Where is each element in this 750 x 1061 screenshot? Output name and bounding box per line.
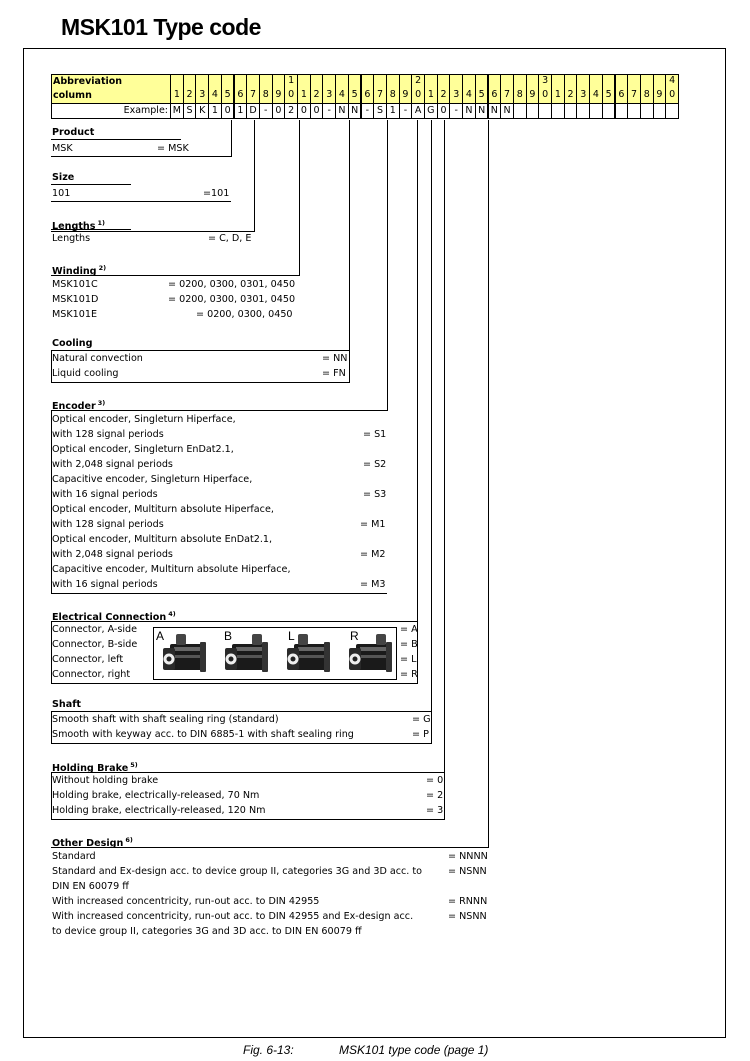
other-row-value: = NSNN <box>448 866 487 877</box>
grid-cell-ex: D <box>246 103 260 119</box>
lengths-row-label: Lengths <box>52 233 91 244</box>
grid-cell-tens <box>475 74 489 89</box>
abbr-line2: column <box>53 90 92 101</box>
divider <box>51 229 131 230</box>
grid-cell-units: 3 <box>195 88 209 104</box>
cooling-row-label: Natural convection <box>52 353 143 364</box>
grid-cell-tens <box>310 74 324 89</box>
grid-cell-units: 9 <box>272 88 286 104</box>
grid-cell-units: 6 <box>234 88 248 104</box>
grid-cell-units: 2 <box>437 88 451 104</box>
connector-plug-icon <box>252 634 262 645</box>
encoder-row-line2: with 2,048 signal periods <box>52 549 173 560</box>
grid-cell-units: 5 <box>475 88 489 104</box>
section-shaft-header: Shaft <box>52 699 81 710</box>
connector-line <box>51 156 231 157</box>
grid-cell-units: 0 <box>411 88 425 104</box>
motor-label-r: R <box>350 629 359 643</box>
grid-cell-tens <box>488 74 502 89</box>
electrical-row-value: = A <box>400 624 418 635</box>
grid-cell-ex <box>513 103 527 119</box>
connector-line <box>51 711 431 712</box>
electrical-row-label: Connector, B-side <box>52 639 138 650</box>
grid-cell-units: 1 <box>170 88 184 104</box>
shaft-row-value: = G <box>412 714 431 725</box>
brake-row-value: = 2 <box>426 790 444 801</box>
grid-cell-units: 2 <box>183 88 197 104</box>
grid-cell-tens <box>348 74 362 89</box>
other-row-value: = NSNN <box>448 911 487 922</box>
grid-cell-tens <box>449 74 463 89</box>
grid-cell-ex: 2 <box>284 103 298 119</box>
encoder-row-line1: Optical encoder, Singleturn EnDat2.1, <box>52 444 234 455</box>
grid-cell-ex: 0 <box>437 103 451 119</box>
encoder-row-line2: with 16 signal periods <box>52 579 158 590</box>
bracket-line <box>51 743 431 744</box>
grid-cell-ex: A <box>411 103 425 119</box>
grid-cell-units: 4 <box>335 88 349 104</box>
connector-line <box>51 275 299 276</box>
grid-cell-ex <box>602 103 616 119</box>
grid-cell-units: 3 <box>322 88 336 104</box>
bracket-line <box>51 711 52 743</box>
grid-cell-tens <box>234 74 248 89</box>
winding-header-text: Winding <box>52 266 97 277</box>
grid-cell-units: 2 <box>564 88 578 104</box>
grid-cell-ex <box>538 103 552 119</box>
encoder-row-line1: Capacitive encoder, Singleturn Hiperface, <box>52 474 253 485</box>
other-row-label: With increased concentricity, run-out acc. to DIN 42955 <box>52 896 320 907</box>
grid-cell-ex: N <box>462 103 476 119</box>
grid-cell-tens <box>373 74 387 89</box>
bracket-line <box>51 621 52 683</box>
winding-row-label: MSK101C <box>52 279 98 290</box>
winding-row-value: = 0200, 0300, 0301, 0450 <box>168 279 296 290</box>
grid-cell-units: 4 <box>462 88 476 104</box>
electrical-row-label: Connector, A-side <box>52 624 138 635</box>
connector-line <box>51 201 231 202</box>
other-row-label: Standard <box>52 851 96 862</box>
connector-orientation-figure <box>153 627 397 680</box>
grid-cell-units: 6 <box>615 88 629 104</box>
footnote-ref: 1) <box>97 219 105 227</box>
grid-cell-ex: - <box>322 103 336 119</box>
footnote-ref: 4) <box>168 610 176 618</box>
grid-cell-tens <box>513 74 527 89</box>
encoder-row-line2: with 128 signal periods <box>52 429 164 440</box>
grid-cell-tens: 3 <box>538 74 552 89</box>
grid-cell-units: 1 <box>424 88 438 104</box>
grid-cell-units: 4 <box>208 88 222 104</box>
grid-cell-tens <box>500 74 514 89</box>
product-row-label: MSK <box>52 143 73 154</box>
grid-cell-units: 5 <box>348 88 362 104</box>
connector-line <box>51 847 488 848</box>
lengths-header-text: Lengths <box>52 221 96 232</box>
grid-cell-units: 9 <box>653 88 667 104</box>
bracket-line <box>51 593 387 594</box>
leader-line-shaft <box>431 120 432 744</box>
encoder-row-line1: Optical encoder, Multiturn absolute EnDat2.1, <box>52 534 273 545</box>
grid-cell-ex <box>576 103 590 119</box>
grid-cell-ex: N <box>475 103 489 119</box>
other-header-text: Other Design <box>52 838 124 849</box>
shaft-row-value: = P <box>412 729 429 740</box>
grid-cell-units: 1 <box>297 88 311 104</box>
encoder-row-value: = S1 <box>363 429 387 440</box>
electrical-row-label: Connector, left <box>52 654 124 665</box>
grid-cell-ex <box>665 103 679 119</box>
grid-cell-ex: S <box>373 103 387 119</box>
leader-line-other <box>488 120 489 848</box>
brake-row-label: Holding brake, electrically-released, 120 Nm <box>52 805 266 816</box>
motor-a-side-image <box>163 642 206 672</box>
grid-cell-ex: 1 <box>234 103 248 119</box>
grid-cell-units: 4 <box>589 88 603 104</box>
section-cooling-header: Cooling <box>52 338 93 349</box>
grid-cell-ex <box>564 103 578 119</box>
cooling-row-value: = FN <box>322 368 346 379</box>
encoder-row-line1: Capacitive encoder, Multiturn absolute Hiperface, <box>52 564 291 575</box>
grid-cell-tens <box>576 74 590 89</box>
footnote-ref: 6) <box>125 836 133 844</box>
grid-cell-ex: 0 <box>221 103 235 119</box>
encoder-row-value: = M3 <box>360 579 386 590</box>
connector-line <box>51 621 417 622</box>
grid-cell-tens <box>589 74 603 89</box>
electrical-row-value: = B <box>400 639 418 650</box>
connector-plug-icon <box>298 634 308 645</box>
grid-cell-ex: 0 <box>310 103 324 119</box>
grid-cell-tens <box>361 74 375 89</box>
grid-cell-tens <box>322 74 336 89</box>
bracket-line <box>51 350 52 382</box>
grid-cell-tens <box>272 74 286 89</box>
encoder-row-line1: Optical encoder, Singleturn Hiperface, <box>52 414 236 425</box>
brake-row-value: = 3 <box>426 805 444 816</box>
grid-cell-ex: N <box>500 103 514 119</box>
grid-cell-ex: G <box>424 103 438 119</box>
encoder-row-line1: Optical encoder, Multiturn absolute Hiperface, <box>52 504 274 515</box>
grid-cell-units: 9 <box>526 88 540 104</box>
encoder-row-value: = S2 <box>363 459 387 470</box>
grid-cell-ex <box>589 103 603 119</box>
grid-cell-units: 8 <box>259 88 273 104</box>
grid-cell-tens <box>195 74 209 89</box>
winding-row-value: = 0200, 0300, 0450 <box>196 309 293 320</box>
grid-cell-ex: - <box>361 103 375 119</box>
leader-line-cooling <box>349 120 350 383</box>
grid-cell-tens <box>526 74 540 89</box>
electrical-header-text: Electrical Connection <box>52 612 167 623</box>
size-row-value: =101 <box>203 188 230 199</box>
shaft-row-label: Smooth with keyway acc. to DIN 6885-1 with shaft sealing ring <box>52 729 354 740</box>
grid-cell-tens: 4 <box>665 74 679 89</box>
grid-cell-ex <box>627 103 641 119</box>
motor-b-side-image <box>225 642 268 672</box>
brake-row-label: Without holding brake <box>52 775 159 786</box>
grid-cell-units: 1 <box>551 88 565 104</box>
grid-cell-tens <box>627 74 641 89</box>
encoder-header-text: Encoder <box>52 401 96 412</box>
footnote-ref: 3) <box>97 399 106 407</box>
winding-row-label: MSK101E <box>52 309 98 320</box>
grid-cell-ex: 1 <box>386 103 400 119</box>
other-row-value: = RNNN <box>448 896 488 907</box>
shaft-row-label: Smooth shaft with shaft sealing ring (standard) <box>52 714 279 725</box>
divider <box>51 184 131 185</box>
page-title: MSK101 Type code <box>61 14 261 40</box>
motor-right-image <box>349 642 392 672</box>
grid-cell-ex: M <box>170 103 184 119</box>
grid-cell-ex <box>526 103 540 119</box>
grid-cell-units: 7 <box>500 88 514 104</box>
grid-cell-ex: N <box>335 103 349 119</box>
example-label: Example: <box>51 103 172 119</box>
connector-line <box>51 772 444 773</box>
electrical-row-value: = R <box>400 669 418 680</box>
connector-line <box>51 350 349 351</box>
grid-cell-ex: N <box>488 103 502 119</box>
brake-header-text: Holding Brake <box>52 763 129 774</box>
brake-row-label: Holding brake, electrically-released, 70 Nm <box>52 790 260 801</box>
grid-cell-tens <box>424 74 438 89</box>
encoder-row-line2: with 2,048 signal periods <box>52 459 173 470</box>
grid-cell-tens <box>183 74 197 89</box>
other-row-label: DIN EN 60079 ff <box>52 881 129 892</box>
motor-illustrations <box>154 628 396 679</box>
connector-line <box>51 231 255 232</box>
grid-cell-tens <box>297 74 311 89</box>
figure-caption: MSK101 type code (page 1) <box>339 1043 489 1057</box>
leader-line-winding <box>299 120 300 276</box>
other-row-label: to device group II, categories 3G and 3D acc. to DIN EN 60079 ff <box>52 926 362 937</box>
product-row-value: = MSK <box>157 143 189 154</box>
grid-cell-units: 5 <box>602 88 616 104</box>
grid-cell-tens <box>462 74 476 89</box>
winding-row-value: = 0200, 0300, 0301, 0450 <box>168 294 296 305</box>
leader-line-brake <box>444 120 445 820</box>
grid-cell-units: 5 <box>221 88 235 104</box>
grid-cell-tens <box>386 74 400 89</box>
grid-cell-tens <box>640 74 654 89</box>
grid-cell-tens <box>437 74 451 89</box>
grid-cell-units: 6 <box>488 88 502 104</box>
leader-line-product <box>231 120 232 157</box>
grid-cell-tens <box>170 74 184 89</box>
connector-plug-icon <box>376 634 386 645</box>
lengths-row-value: = C, D, E <box>208 233 252 244</box>
section-size-header: Size <box>52 172 75 183</box>
footnote-ref: 5) <box>130 761 138 769</box>
grid-cell-units: 0 <box>665 88 679 104</box>
electrical-row-value: = L <box>400 654 417 665</box>
motor-label-b: B <box>224 629 233 643</box>
figure-number: Fig. 6-13: <box>243 1043 294 1057</box>
encoder-row-value: = M1 <box>360 519 386 530</box>
brake-row-value: = 0 <box>426 775 444 786</box>
grid-cell-tens: 1 <box>284 74 298 89</box>
bracket-line <box>51 819 444 820</box>
grid-cell-tens <box>335 74 349 89</box>
bracket-line <box>51 410 52 593</box>
type-code-grid <box>51 74 679 120</box>
size-row-label: 101 <box>52 188 71 199</box>
grid-cell-ex <box>615 103 629 119</box>
grid-cell-tens <box>221 74 235 89</box>
grid-cell-units: 7 <box>627 88 641 104</box>
motor-left-image <box>287 642 330 672</box>
divider <box>51 139 181 140</box>
bracket-line <box>51 683 417 684</box>
grid-cell-ex: 0 <box>272 103 286 119</box>
grid-cell-ex: - <box>449 103 463 119</box>
grid-cell-ex: 1 <box>208 103 222 119</box>
grid-cell-ex: N <box>348 103 362 119</box>
grid-cell-units: 2 <box>310 88 324 104</box>
other-row-label: With increased concentricity, run-out acc. to DIN 42955 and Ex-design acc. <box>52 911 414 922</box>
grid-cell-units: 3 <box>449 88 463 104</box>
motor-label-a: A <box>156 629 165 643</box>
bracket-line <box>51 772 52 819</box>
grid-cell-tens <box>399 74 413 89</box>
grid-cell-tens <box>615 74 629 89</box>
grid-cell-tens <box>551 74 565 89</box>
grid-cell-units: 8 <box>386 88 400 104</box>
grid-cell-ex <box>640 103 654 119</box>
grid-cell-tens <box>653 74 667 89</box>
grid-cell-tens: 2 <box>411 74 425 89</box>
connector-line <box>51 410 387 411</box>
encoder-row-line2: with 128 signal periods <box>52 519 164 530</box>
cooling-row-label: Liquid cooling <box>52 368 119 379</box>
abbreviation-column-label <box>51 74 171 104</box>
grid-cell-units: 0 <box>284 88 298 104</box>
section-product-header: Product <box>52 127 95 138</box>
motor-label-l: L <box>288 629 295 643</box>
leader-line-electrical <box>417 120 418 684</box>
leader-line-encoder <box>387 120 388 411</box>
grid-cell-ex: S <box>183 103 197 119</box>
grid-cell-tens <box>564 74 578 89</box>
grid-cell-units: 7 <box>373 88 387 104</box>
grid-cell-ex <box>551 103 565 119</box>
grid-cell-units: 6 <box>361 88 375 104</box>
cooling-row-value: = NN <box>322 353 348 364</box>
grid-cell-units: 0 <box>538 88 552 104</box>
encoder-row-value: = M2 <box>360 549 386 560</box>
electrical-row-label: Connector, right <box>52 669 131 680</box>
leader-line-lengths <box>254 120 255 232</box>
grid-cell-ex: - <box>399 103 413 119</box>
connector-plug-icon <box>176 634 186 645</box>
grid-cell-units: 3 <box>576 88 590 104</box>
grid-cell-units: 7 <box>246 88 260 104</box>
abbr-line1: Abbreviation <box>53 76 123 87</box>
grid-cell-tens <box>602 74 616 89</box>
grid-cell-ex: 0 <box>297 103 311 119</box>
bracket-line <box>51 382 349 383</box>
encoder-row-value: = S3 <box>363 489 387 500</box>
grid-cell-tens <box>246 74 260 89</box>
grid-cell-ex <box>653 103 667 119</box>
winding-row-label: MSK101D <box>52 294 99 305</box>
grid-cell-units: 8 <box>513 88 527 104</box>
footnote-ref: 2) <box>98 264 107 272</box>
grid-cell-units: 8 <box>640 88 654 104</box>
other-row-value: = NNNN <box>448 851 488 862</box>
encoder-row-line2: with 16 signal periods <box>52 489 158 500</box>
grid-cell-tens <box>259 74 273 89</box>
grid-cell-tens <box>208 74 222 89</box>
grid-cell-ex: - <box>259 103 273 119</box>
grid-cell-units: 9 <box>399 88 413 104</box>
grid-cell-ex: K <box>195 103 209 119</box>
other-row-label: Standard and Ex-design acc. to device group II, categories 3G and 3D acc. to <box>52 866 423 877</box>
